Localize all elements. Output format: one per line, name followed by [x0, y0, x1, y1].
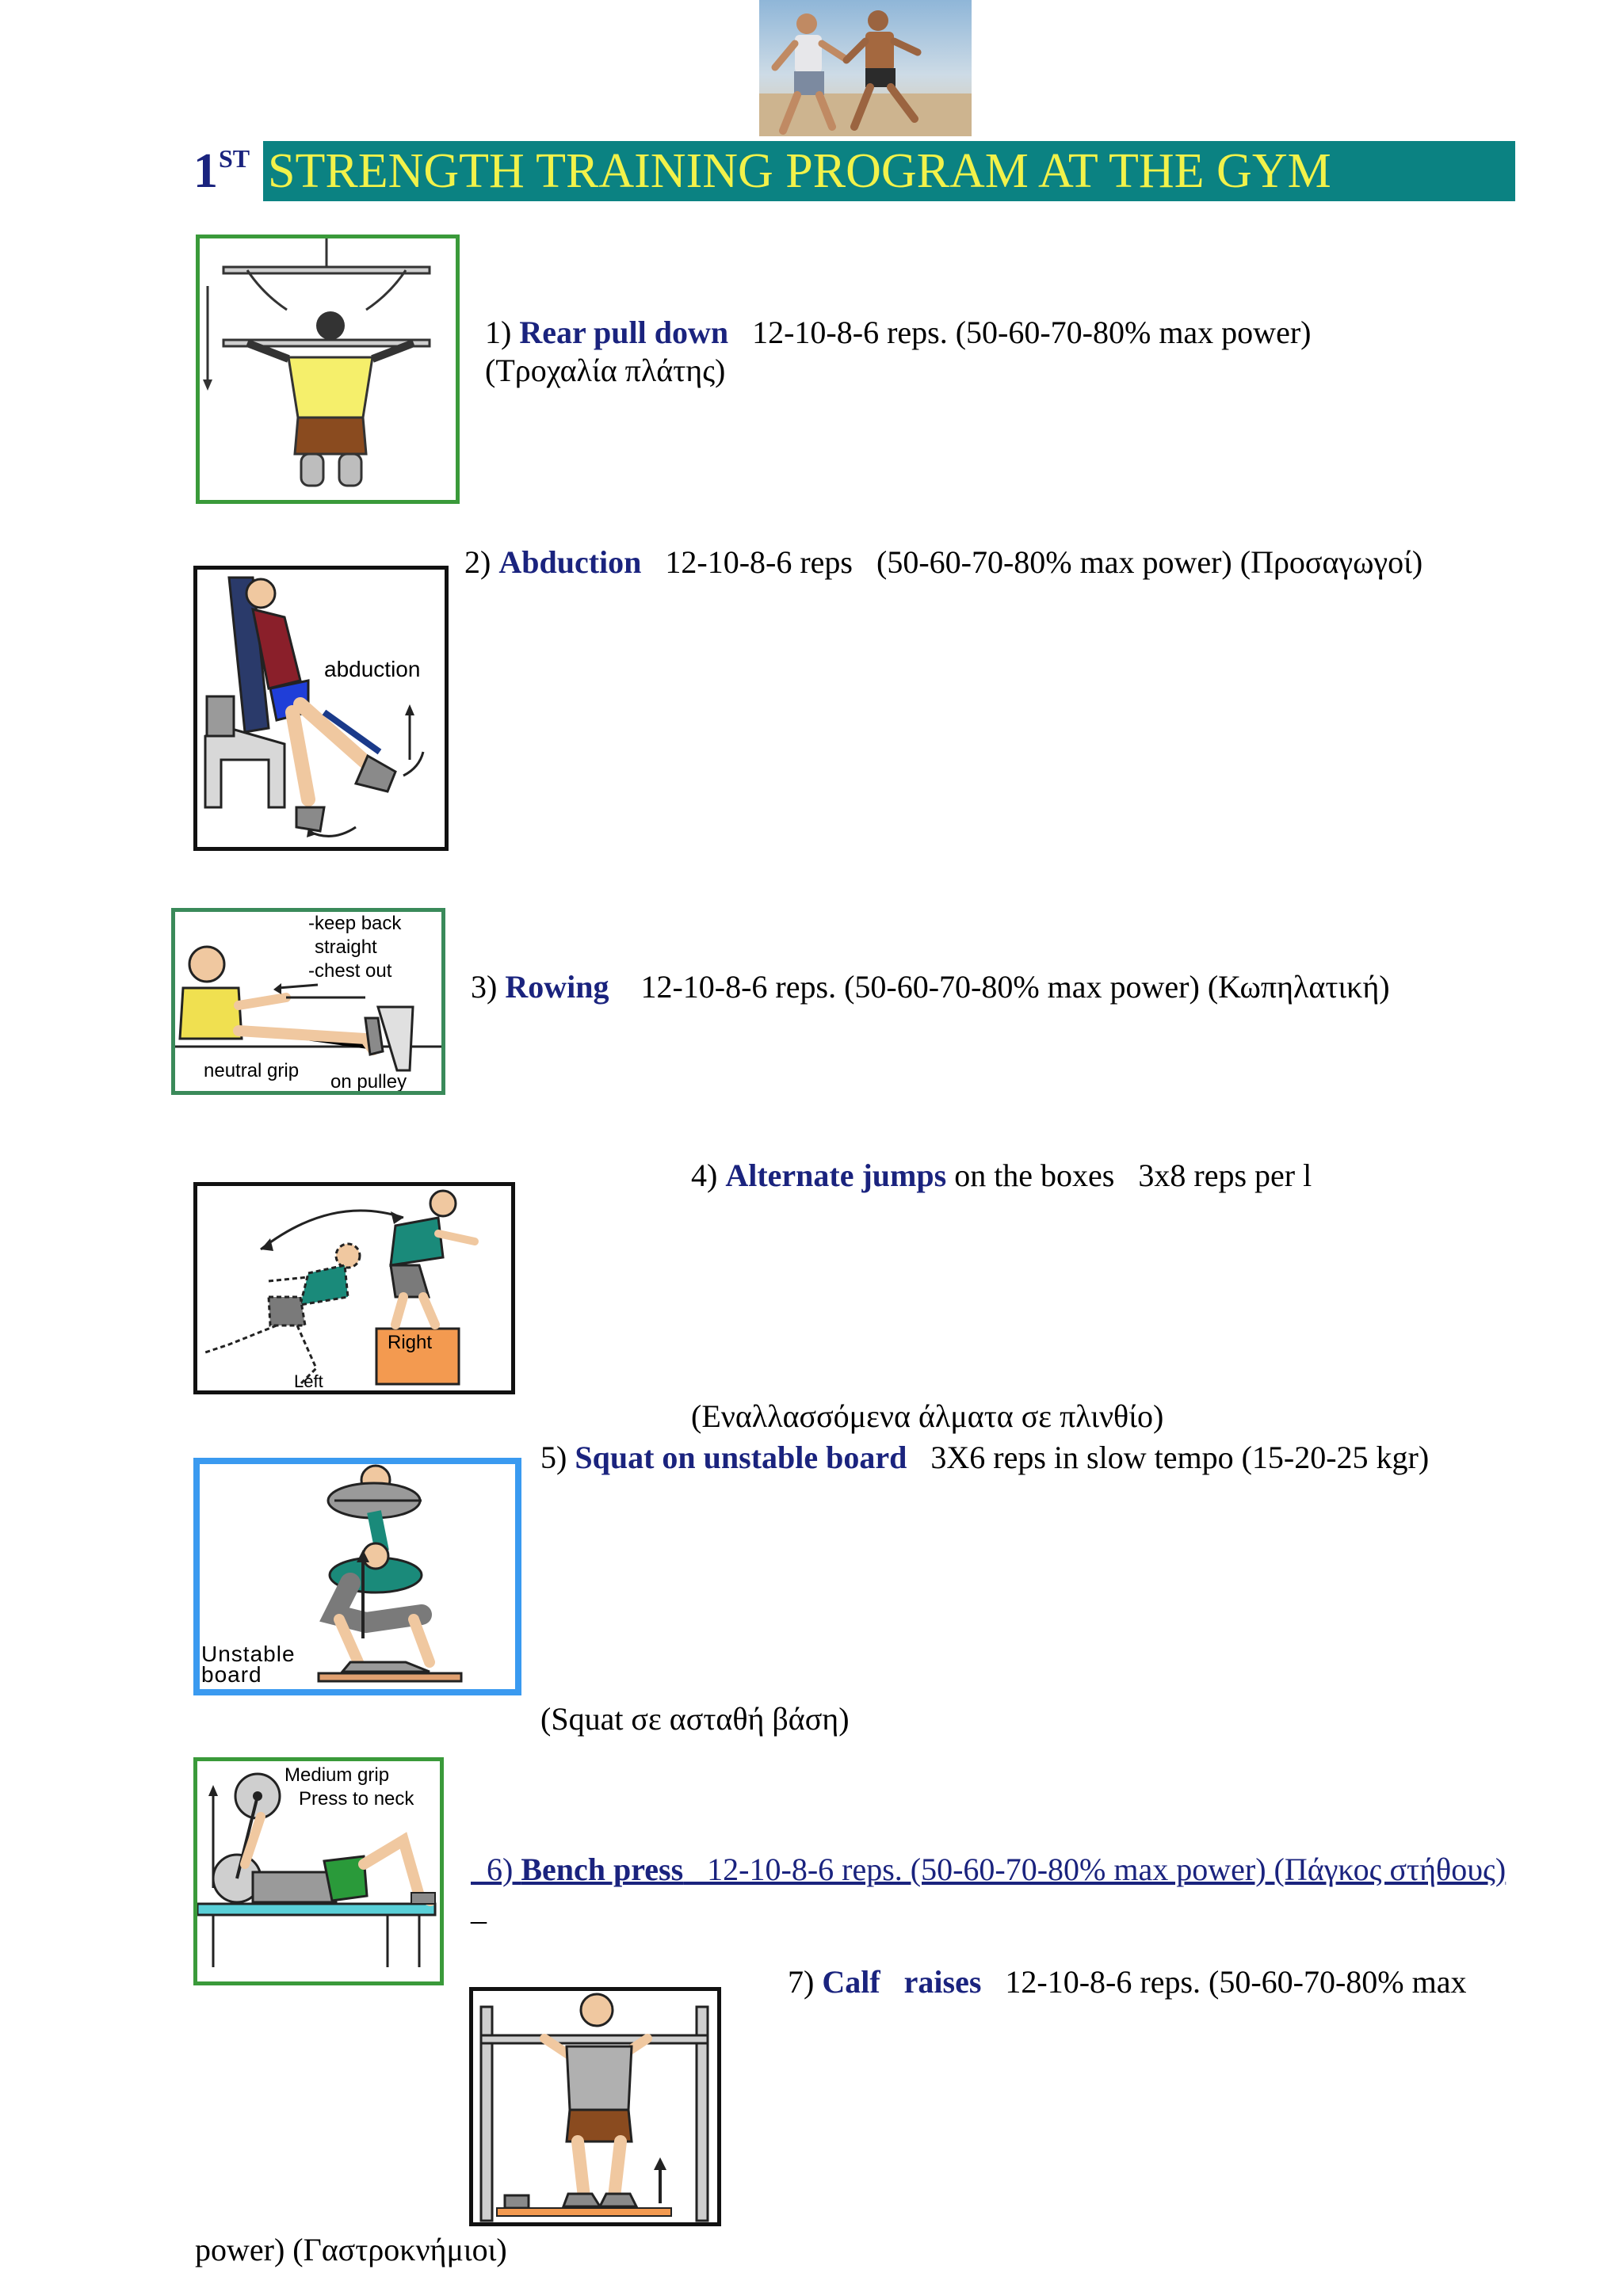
exercise-1-greek: (Τροχαλία πλάτης) — [485, 353, 726, 388]
exercise-2-line — [464, 543, 1423, 582]
exercise-3-number: 3) — [471, 969, 506, 1005]
bench-label-press-to-neck: Press to neck — [299, 1788, 414, 1810]
exercise-7-continuation: power) (Γαστροκνήμιοι) — [195, 2232, 507, 2267]
exercise-6-name: Bench press — [521, 1852, 684, 1887]
exercise-1-line — [485, 314, 1311, 352]
exercise-6-number: 6) — [471, 1852, 521, 1887]
rowing-label-straight: straight — [315, 936, 377, 958]
calf-raises-figure — [469, 1987, 721, 2226]
exercise-1-name: Rear pull down — [519, 315, 729, 350]
exercise-7-detail: 12-10-8-6 reps. (50-60-70-80% max — [981, 1964, 1467, 2000]
exercise-7-line — [788, 1963, 1466, 2001]
title-number: 1 — [193, 144, 218, 198]
exercise-4-detail: on the boxes 3x8 reps per l — [946, 1158, 1312, 1193]
title-bar: STRENGTH TRAINING PROGRAM AT THE GYM — [263, 141, 1515, 201]
exercise-3-detail: 12-10-8-6 reps. (50-60-70-80% max power) (Κωπηλατική) — [609, 969, 1390, 1005]
rowing-label-keep-back: -keep back — [308, 913, 402, 934]
exercise-7-number: 7) — [788, 1964, 823, 2000]
exercise-6-line — [471, 1851, 1506, 1889]
exercise-1-detail: 12-10-8-6 reps. (50-60-70-80% max power) — [728, 315, 1312, 350]
rowing-label-chest-out: -chest out — [308, 960, 392, 982]
exercise-2-number: 2) — [464, 544, 499, 580]
runners-photo — [759, 0, 972, 136]
exercise-3-line — [471, 968, 1390, 1006]
exercise-4-name: Alternate jumps — [725, 1158, 947, 1193]
exercise-1-number: 1) — [485, 315, 520, 350]
title-superscript: ST — [219, 144, 250, 173]
exercise-4-number: 4) — [691, 1158, 726, 1193]
exercise-5-greek: (Squat σε ασταθή βάση) — [540, 1701, 850, 1737]
exercise-4-greek: (Εναλλασσόμενα άλματα σε πλινθίο) — [691, 1398, 1164, 1434]
exercise-5-line — [540, 1439, 1429, 1477]
exercise-7-name: Calf raises — [822, 1964, 982, 2000]
abduction-label: abduction — [324, 657, 421, 681]
bench-label-medium-grip: Medium grip — [285, 1764, 390, 1786]
exercise-3-name: Rowing — [505, 969, 609, 1005]
exercise-5-detail: 3X6 reps in slow tempo (15-20-25 kgr) — [907, 1440, 1430, 1475]
squat-figure — [193, 1458, 521, 1695]
exercise-5-name: Squat on unstable board — [575, 1440, 907, 1475]
rowing-figure — [171, 908, 445, 1095]
jumps-label-left: Left — [294, 1371, 323, 1391]
exercise-4-line — [691, 1157, 1312, 1195]
rear-pull-down-figure — [196, 235, 460, 504]
jumps-label-right: Right — [388, 1332, 433, 1353]
rowing-label-neutral-grip: neutral grip — [204, 1060, 300, 1081]
abduction-figure — [193, 566, 449, 851]
exercise-2-name: Abduction — [498, 544, 642, 580]
bench-press-figure — [193, 1757, 444, 1985]
exercise-5-number: 5) — [540, 1440, 575, 1475]
squat-label-unstable: Unstable — [201, 1642, 296, 1666]
rowing-label-on-pulley: on pulley — [330, 1071, 407, 1093]
exercise-2-detail: 12-10-8-6 reps (50-60-70-80% max power) (Προσαγωγοί) — [641, 544, 1423, 580]
alternate-jumps-figure — [193, 1182, 515, 1394]
exercise-6-trailing-mark: _ — [471, 1891, 487, 1927]
exercise-6-detail: 12-10-8-6 reps. (50-60-70-80% max power) (Πάγκος στήθους) — [683, 1852, 1507, 1887]
squat-label-board: board — [201, 1662, 262, 1687]
